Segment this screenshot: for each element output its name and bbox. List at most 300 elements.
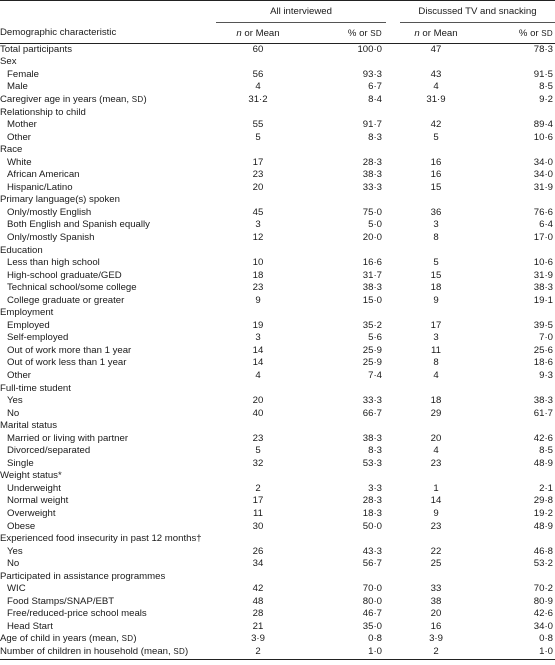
- table-row: [0, 495, 555, 508]
- cell-pct-or-sd-all: 38·3: [362, 432, 382, 444]
- cell-n-or-mean-discussed: [400, 570, 472, 583]
- row-label: Technical school/some college: [7, 282, 137, 294]
- cell-pct-or-sd-all: [300, 533, 386, 546]
- cell-n-or-mean-discussed: 3·9: [429, 633, 443, 645]
- table-section-header-row: [0, 533, 555, 546]
- cell-n-or-mean-discussed: 33: [430, 583, 442, 595]
- cell-n-or-mean-discussed: 3: [433, 332, 439, 344]
- table-row: [0, 269, 555, 282]
- table-row: [0, 445, 555, 458]
- table-section-header-row: [0, 382, 555, 395]
- cell-pct-or-sd-discussed: 31·9: [533, 181, 553, 193]
- row-label: Full-time student: [0, 382, 71, 394]
- table-row: [0, 44, 555, 57]
- cell-pct-or-sd-all: 8·4: [368, 93, 382, 105]
- cell-n-or-mean-all: 2: [255, 482, 261, 494]
- cell-n-or-mean-all: 3: [255, 219, 261, 231]
- cell-pct-or-sd-all: [300, 56, 386, 69]
- cell-n-or-mean-discussed: [400, 144, 472, 157]
- cell-pct-or-sd-all: 50·0: [362, 520, 382, 532]
- cell-pct-or-sd-discussed: 42·6: [533, 432, 553, 444]
- cell-pct-or-sd-discussed: 76·6: [533, 206, 553, 218]
- cell-n-or-mean-all: 28: [252, 608, 264, 620]
- cell-n-or-mean-discussed: 1: [433, 482, 439, 494]
- column-gap: [386, 94, 400, 107]
- table-row: [0, 156, 555, 169]
- row-label: Sex: [0, 56, 17, 68]
- table-row: [0, 332, 555, 345]
- cell-n-or-mean-all: 3·9: [251, 633, 265, 645]
- cell-pct-or-sd-all: 5·6: [368, 332, 382, 344]
- table-section-header-row: [0, 144, 555, 157]
- cell-pct-or-sd-all: [300, 106, 386, 119]
- cell-n-or-mean-all: 60: [252, 44, 264, 56]
- cell-pct-or-sd-all: 53·3: [362, 457, 382, 469]
- column-gap: [386, 282, 400, 295]
- cell-pct-or-sd-all: 0·8: [368, 633, 382, 645]
- cell-n-or-mean-all: [216, 470, 300, 483]
- cell-n-or-mean-discussed: [400, 382, 472, 395]
- cell-n-or-mean-discussed: 31·9: [426, 93, 446, 105]
- cell-n-or-mean-all: [216, 144, 300, 157]
- cell-n-or-mean-all: [216, 56, 300, 69]
- cell-n-or-mean-all: 42: [252, 583, 264, 595]
- cell-n-or-mean-all: 45: [252, 206, 264, 218]
- cell-n-or-mean-discussed: 8: [433, 231, 439, 243]
- cell-pct-or-sd-all: [300, 307, 386, 320]
- cell-pct-or-sd-all: [300, 194, 386, 207]
- column-gap: [386, 495, 400, 508]
- cell-n-or-mean-all: 4: [255, 369, 261, 381]
- table-section-header-row: [0, 56, 555, 69]
- cell-pct-or-sd-all: 5·0: [368, 219, 382, 231]
- cell-n-or-mean-discussed: [400, 56, 472, 69]
- column-gap: [386, 81, 400, 94]
- cell-n-or-mean-discussed: 23: [430, 520, 442, 532]
- cell-pct-or-sd-discussed: 48·9: [533, 520, 553, 532]
- cell-n-or-mean-discussed: [400, 307, 472, 320]
- cell-pct-or-sd-discussed: 2·1: [539, 482, 553, 494]
- cell-n-or-mean-discussed: 2: [400, 646, 472, 660]
- table-section-header-row: [0, 106, 555, 119]
- cell-n-or-mean-discussed: 20: [430, 432, 442, 444]
- row-label: Married or living with partner: [7, 432, 129, 444]
- cell-n-or-mean-all: [216, 382, 300, 395]
- cell-n-or-mean-all: 4: [255, 81, 261, 93]
- column-gap: [386, 182, 400, 195]
- row-label: Only/mostly Spanish: [7, 231, 95, 243]
- cell-n-or-mean-all: 17: [252, 156, 264, 168]
- cell-pct-or-sd-discussed: 6·4: [539, 219, 553, 231]
- cell-pct-or-sd-all: 3·3: [368, 482, 382, 494]
- cell-n-or-mean-all: 32: [252, 457, 264, 469]
- column-gap: [386, 219, 400, 232]
- table-row: [0, 432, 555, 445]
- cell-n-or-mean-discussed: 3: [433, 219, 439, 231]
- table-row: [0, 131, 555, 144]
- table-row: [0, 207, 555, 220]
- cell-n-or-mean-discussed: [400, 194, 472, 207]
- row-label: Employed: [7, 319, 50, 331]
- column-gap: [386, 244, 400, 257]
- cell-pct-or-sd-discussed: 29·8: [533, 495, 553, 507]
- row-label: Mother: [7, 119, 37, 131]
- cell-n-or-mean-discussed: 4: [433, 81, 439, 93]
- cell-pct-or-sd-discussed: [472, 533, 555, 546]
- cell-pct-or-sd-all: 35·0: [362, 620, 382, 632]
- cell-pct-or-sd-discussed: 70·2: [533, 583, 553, 595]
- cell-pct-or-sd-all: 18·3: [362, 508, 382, 519]
- column-gap: [386, 232, 400, 245]
- row-label: Both English and Spanish equally: [7, 219, 150, 231]
- cell-pct-or-sd-all: 38·3: [362, 282, 382, 294]
- row-label: Experienced food insecurity in past 12 months†: [0, 533, 202, 545]
- table-row: [0, 370, 555, 383]
- table-row: [0, 169, 555, 182]
- cell-pct-or-sd-all: [300, 470, 386, 483]
- row-label: Male: [7, 81, 28, 93]
- column-gap: [386, 156, 400, 169]
- row-label: High-school graduate/GED: [7, 269, 122, 281]
- cell-pct-or-sd-discussed: 80·9: [533, 595, 553, 607]
- table-row: [0, 81, 555, 94]
- column-gap: [386, 621, 400, 634]
- row-label: Underweight: [7, 482, 61, 494]
- cell-n-or-mean-all: 30: [252, 520, 264, 532]
- cell-pct-or-sd-all: [300, 144, 386, 157]
- cell-n-or-mean-discussed: 9: [433, 294, 439, 306]
- column-header-n-or-mean-1: n or Mean: [216, 23, 300, 44]
- row-label: WIC: [7, 583, 26, 595]
- row-label: Other: [7, 369, 31, 381]
- row-label: Divorced/separated: [7, 445, 91, 457]
- cell-pct-or-sd-discussed: 61·7: [533, 407, 553, 419]
- cell-pct-or-sd-all: [300, 244, 386, 257]
- column-gap: [386, 558, 400, 571]
- cell-pct-or-sd-all: 93·3: [362, 68, 382, 80]
- column-gap: [386, 194, 400, 207]
- column-gap: [386, 483, 400, 496]
- cell-pct-or-sd-all: 100·0: [357, 44, 382, 56]
- cell-n-or-mean-all: 18: [252, 269, 264, 281]
- cell-pct-or-sd-all: 16·6: [362, 257, 382, 269]
- row-label: Race: [0, 144, 23, 156]
- table-row: [0, 395, 555, 408]
- cell-n-or-mean-all: [216, 307, 300, 320]
- table-row: [0, 94, 555, 107]
- row-label: Primary language(s) spoken: [0, 194, 120, 206]
- cell-pct-or-sd-discussed: 31·9: [533, 269, 553, 281]
- column-gap: [386, 608, 400, 621]
- row-label: Out of work more than 1 year: [7, 344, 132, 356]
- column-gap: [386, 470, 400, 483]
- cell-n-or-mean-all: 2: [216, 646, 300, 660]
- cell-pct-or-sd-all: 46·7: [362, 608, 382, 620]
- cell-pct-or-sd-discussed: 10·6: [533, 131, 553, 143]
- cell-pct-or-sd-discussed: 38·3: [533, 282, 553, 294]
- cell-n-or-mean-all: [216, 420, 300, 433]
- table-row: [0, 282, 555, 295]
- column-gap: [386, 407, 400, 420]
- row-label: Other: [7, 131, 31, 143]
- cell-pct-or-sd-discussed: 9·2: [539, 93, 553, 105]
- column-gap: [386, 646, 400, 660]
- cell-pct-or-sd-discussed: [472, 420, 555, 433]
- row-label: Self-employed: [7, 332, 69, 344]
- column-gap: [386, 207, 400, 220]
- cell-n-or-mean-all: 34: [252, 558, 264, 570]
- table-section-header-row: [0, 244, 555, 257]
- cell-pct-or-sd-discussed: 78·3: [533, 44, 553, 56]
- cell-n-or-mean-discussed: 38: [430, 595, 442, 607]
- cell-n-or-mean-all: 3: [255, 332, 261, 344]
- row-label: No: [7, 407, 20, 419]
- column-gap: [386, 357, 400, 370]
- column-header-characteristic: Demographic characteristic: [0, 23, 216, 44]
- cell-n-or-mean-discussed: 42: [430, 119, 442, 131]
- cell-pct-or-sd-all: 35·2: [362, 319, 382, 331]
- table-row: [0, 621, 555, 634]
- cell-n-or-mean-all: [216, 106, 300, 119]
- cell-n-or-mean-discussed: 18: [430, 395, 442, 407]
- row-label: Female: [7, 68, 39, 80]
- group-header-all-interviewed: All interviewed: [216, 1, 386, 23]
- column-gap: [386, 458, 400, 471]
- cell-pct-or-sd-discussed: [472, 244, 555, 257]
- row-label: Total participants: [0, 44, 72, 56]
- column-gap: [386, 596, 400, 609]
- column-gap: [386, 131, 400, 144]
- row-label: Overweight: [7, 508, 56, 519]
- table-row: [0, 508, 555, 521]
- row-label: Single: [7, 457, 34, 469]
- cell-n-or-mean-all: 20: [252, 395, 264, 407]
- row-label: Only/mostly English: [7, 206, 92, 218]
- row-label: Yes: [7, 545, 23, 557]
- column-gap: [386, 144, 400, 157]
- cell-pct-or-sd-discussed: 25·6: [533, 344, 553, 356]
- cell-pct-or-sd-discussed: 8·5: [539, 445, 553, 457]
- cell-pct-or-sd-all: 7·4: [368, 369, 382, 381]
- cell-n-or-mean-all: 23: [252, 432, 264, 444]
- column-gap: [386, 633, 400, 646]
- cell-pct-or-sd-discussed: [472, 56, 555, 69]
- cell-pct-or-sd-all: [300, 420, 386, 433]
- cell-n-or-mean-all: [216, 570, 300, 583]
- cell-n-or-mean-discussed: 20: [430, 608, 442, 620]
- table-row: [0, 345, 555, 358]
- table-row: [0, 69, 555, 82]
- cell-n-or-mean-all: 11: [253, 508, 263, 519]
- cell-pct-or-sd-discussed: 9·3: [539, 369, 553, 381]
- row-label: Relationship to child: [0, 106, 86, 118]
- cell-pct-or-sd-discussed: 38·3: [533, 395, 553, 407]
- cell-pct-or-sd-discussed: 34·0: [533, 156, 553, 168]
- cell-pct-or-sd-all: [300, 382, 386, 395]
- cell-n-or-mean-discussed: 11: [431, 344, 441, 356]
- cell-pct-or-sd-all: 28·3: [362, 495, 382, 507]
- row-label: College graduate or greater: [7, 294, 125, 306]
- table-row: [0, 119, 555, 132]
- cell-n-or-mean-discussed: 15: [430, 269, 442, 281]
- cell-n-or-mean-all: 14: [252, 357, 264, 369]
- cell-pct-or-sd-all: 15·0: [362, 294, 382, 306]
- column-gap: [386, 169, 400, 182]
- cell-pct-or-sd-all: 33·3: [362, 395, 382, 407]
- table-row: [0, 257, 555, 270]
- cell-n-or-mean-discussed: 17: [430, 319, 442, 331]
- cell-pct-or-sd-all: 6·7: [368, 81, 382, 93]
- column-gap: [386, 508, 400, 521]
- cell-pct-or-sd-discussed: 7·0: [539, 332, 553, 344]
- table-row: [0, 320, 555, 333]
- column-gap: [386, 294, 400, 307]
- cell-pct-or-sd-all: 56·7: [362, 558, 382, 570]
- row-label: Free/reduced-price school meals: [7, 608, 147, 620]
- column-gap: [386, 583, 400, 596]
- cell-pct-or-sd-all: 70·0: [362, 583, 382, 595]
- cell-pct-or-sd-all: 20·0: [362, 231, 382, 243]
- table-section-header-row: [0, 570, 555, 583]
- cell-n-or-mean-all: 23: [252, 282, 264, 294]
- cell-n-or-mean-discussed: 23: [430, 457, 442, 469]
- cell-n-or-mean-discussed: [400, 470, 472, 483]
- column-gap: [386, 69, 400, 82]
- cell-n-or-mean-all: 19: [252, 319, 264, 331]
- column-gap: [386, 257, 400, 270]
- column-gap: [386, 520, 400, 533]
- row-label: Participated in assistance programmes: [0, 570, 166, 582]
- cell-pct-or-sd-discussed: 10·6: [533, 257, 553, 269]
- row-label: Marital status: [0, 420, 58, 432]
- cell-n-or-mean-discussed: 4: [433, 369, 439, 381]
- column-gap: [386, 119, 400, 132]
- cell-pct-or-sd-discussed: [472, 144, 555, 157]
- cell-pct-or-sd-discussed: 19·1: [533, 294, 553, 306]
- cell-n-or-mean-discussed: 16: [430, 620, 442, 632]
- cell-pct-or-sd-all: 33·3: [362, 181, 382, 193]
- column-gap: [386, 570, 400, 583]
- cell-pct-or-sd-discussed: 34·0: [533, 620, 553, 632]
- table-row: [0, 608, 555, 621]
- row-label: Age of child in years (mean, SD): [0, 633, 137, 645]
- table-row: [0, 596, 555, 609]
- table-row: [0, 633, 555, 646]
- cell-pct-or-sd-all: 31·7: [362, 269, 382, 281]
- cell-pct-or-sd-all: 91·7: [362, 119, 382, 131]
- cell-n-or-mean-discussed: 5: [433, 131, 439, 143]
- table-row: [0, 646, 555, 660]
- cell-n-or-mean-discussed: 47: [430, 44, 442, 56]
- table-row: [0, 294, 555, 307]
- table-row: [0, 583, 555, 596]
- cell-n-or-mean-discussed: 8: [433, 357, 439, 369]
- column-gap: [386, 432, 400, 445]
- cell-pct-or-sd-all: [300, 570, 386, 583]
- column-gap: [386, 445, 400, 458]
- table-section-header-row: [0, 307, 555, 320]
- cell-n-or-mean-discussed: 43: [430, 68, 442, 80]
- cell-n-or-mean-all: 14: [252, 344, 264, 356]
- row-label: Food Stamps/SNAP/EBT: [7, 595, 115, 607]
- row-label: Education: [0, 244, 43, 256]
- column-gap: [386, 420, 400, 433]
- cell-pct-or-sd-discussed: [472, 570, 555, 583]
- column-gap: [386, 56, 400, 69]
- cell-n-or-mean-discussed: [400, 533, 472, 546]
- cell-n-or-mean-discussed: 16: [430, 169, 442, 181]
- table-body: [0, 44, 555, 660]
- cell-n-or-mean-discussed: [400, 106, 472, 119]
- column-gap: [386, 345, 400, 358]
- cell-pct-or-sd-all: 25·9: [362, 357, 382, 369]
- cell-n-or-mean-discussed: 25: [430, 558, 442, 570]
- cell-pct-or-sd-discussed: 1·0: [472, 646, 555, 660]
- cell-pct-or-sd-all: 80·0: [362, 595, 382, 607]
- column-header-pct-or-sd-2: % or SD: [472, 23, 555, 44]
- cell-pct-or-sd-discussed: 0·8: [539, 633, 553, 645]
- cell-n-or-mean-discussed: 15: [430, 181, 442, 193]
- cell-n-or-mean-all: 9: [255, 294, 261, 306]
- column-gap: [386, 533, 400, 546]
- cell-pct-or-sd-discussed: [472, 307, 555, 320]
- group-header-row: [0, 1, 555, 23]
- cell-n-or-mean-discussed: 14: [430, 495, 442, 507]
- table-section-header-row: [0, 194, 555, 207]
- cell-pct-or-sd-discussed: 46·8: [533, 545, 553, 557]
- column-gap: [386, 332, 400, 345]
- row-label: White: [7, 156, 32, 168]
- cell-n-or-mean-all: 5: [255, 131, 261, 143]
- cell-n-or-mean-all: 17: [252, 495, 264, 507]
- cell-n-or-mean-all: 48: [252, 595, 264, 607]
- column-gap: [386, 370, 400, 383]
- row-label: Yes: [7, 395, 23, 407]
- table-row: [0, 458, 555, 471]
- cell-pct-or-sd-discussed: [472, 470, 555, 483]
- row-label: Weight status*: [0, 470, 62, 482]
- column-header-pct-or-sd-1: % or SD: [300, 23, 386, 44]
- table-row: [0, 545, 555, 558]
- table-row: [0, 483, 555, 496]
- row-label: Less than high school: [7, 257, 100, 269]
- cell-n-or-mean-discussed: 9: [433, 508, 439, 519]
- column-gap: [386, 269, 400, 282]
- column-gap: [386, 44, 400, 57]
- cell-pct-or-sd-all: 8·3: [368, 445, 382, 457]
- cell-n-or-mean-all: 5: [255, 445, 261, 457]
- row-label: Hispanic/Latino: [7, 181, 73, 193]
- cell-pct-or-sd-all: 38·3: [362, 169, 382, 181]
- cell-n-or-mean-discussed: 5: [433, 257, 439, 269]
- cell-pct-or-sd-discussed: 48·9: [533, 457, 553, 469]
- row-label: Out of work less than 1 year: [7, 357, 127, 369]
- cell-pct-or-sd-discussed: 53·2: [533, 558, 553, 570]
- cell-pct-or-sd-discussed: 17·0: [533, 231, 553, 243]
- column-header-n-or-mean-2: n or Mean: [400, 23, 472, 44]
- column-header-row: [0, 23, 555, 44]
- column-gap: [386, 106, 400, 119]
- cell-n-or-mean-all: 56: [252, 68, 264, 80]
- row-label: No: [7, 558, 20, 570]
- cell-n-or-mean-discussed: 36: [430, 206, 442, 218]
- cell-pct-or-sd-discussed: 39·5: [533, 319, 553, 331]
- cell-n-or-mean-all: [216, 533, 300, 546]
- cell-n-or-mean-all: 31·2: [248, 93, 268, 105]
- cell-pct-or-sd-discussed: [472, 106, 555, 119]
- cell-pct-or-sd-discussed: 42·6: [533, 608, 553, 620]
- column-gap: [386, 395, 400, 408]
